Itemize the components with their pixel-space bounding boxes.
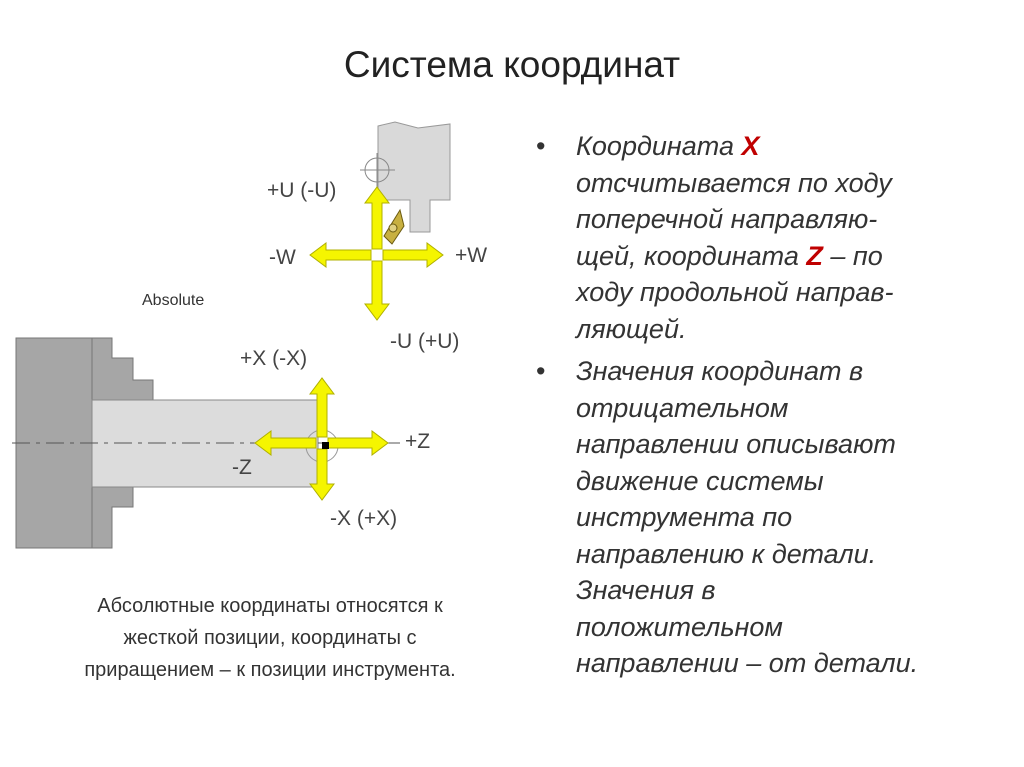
- bullet-marker: •: [536, 356, 546, 386]
- text: Значения координат в: [576, 356, 864, 386]
- label-plus-w: +W: [455, 244, 488, 267]
- label-minus-u: -U (+U): [390, 330, 460, 353]
- tool-holder: [378, 122, 450, 232]
- caption-line: жесткой позиции, координаты с: [123, 627, 417, 649]
- highlight-z: Z: [806, 240, 823, 271]
- text: направлении описывают: [576, 429, 896, 459]
- text: ходу продольной направ-: [576, 277, 894, 307]
- label-minus-z: -Z: [232, 456, 252, 479]
- label-plus-u: +U (-U): [267, 179, 337, 202]
- text: ляющей.: [576, 313, 687, 344]
- label-minus-w: -W: [269, 246, 296, 269]
- bullet-item: [536, 353, 1024, 682]
- text: отсчитывается по ходу: [576, 167, 892, 198]
- caption-line: Абсолютные координаты относятся к: [97, 595, 443, 617]
- bullet-item: [536, 128, 1024, 347]
- text: положительном: [576, 611, 783, 642]
- text: направлению к детали.: [576, 538, 877, 569]
- slide-title: Система координат: [343, 44, 681, 85]
- bullet-marker: •: [536, 131, 546, 161]
- bullet-list: [536, 128, 1024, 688]
- label-minus-x: -X (+X): [330, 507, 398, 530]
- cutting-insert-icon: [384, 210, 404, 244]
- text: инструмента по: [576, 502, 793, 532]
- label-absolute: Absolute: [142, 292, 205, 309]
- text: – по: [822, 240, 883, 271]
- lathe-coordinate-diagram: [0, 0, 540, 580]
- arrow-minus-w: [310, 243, 371, 267]
- text: движение системы: [576, 465, 824, 496]
- arrow-plus-w: [383, 243, 443, 267]
- highlight-x: X: [741, 131, 760, 161]
- text: щей, координата: [576, 240, 807, 271]
- label-plus-x: +X (-X): [240, 347, 308, 370]
- origin-marker: [322, 442, 329, 449]
- text: Координата: [576, 131, 742, 161]
- label-plus-z: +Z: [405, 430, 431, 453]
- text: отрицательном: [576, 392, 789, 423]
- caption-line: приращением – к позиции инструмента.: [84, 659, 456, 681]
- arrow-minus-u: [365, 261, 389, 320]
- diagram-caption: [10, 590, 530, 686]
- text: поперечной направляю-: [576, 204, 878, 234]
- text: Значения в: [576, 575, 716, 605]
- text: направлении – от детали.: [576, 648, 919, 678]
